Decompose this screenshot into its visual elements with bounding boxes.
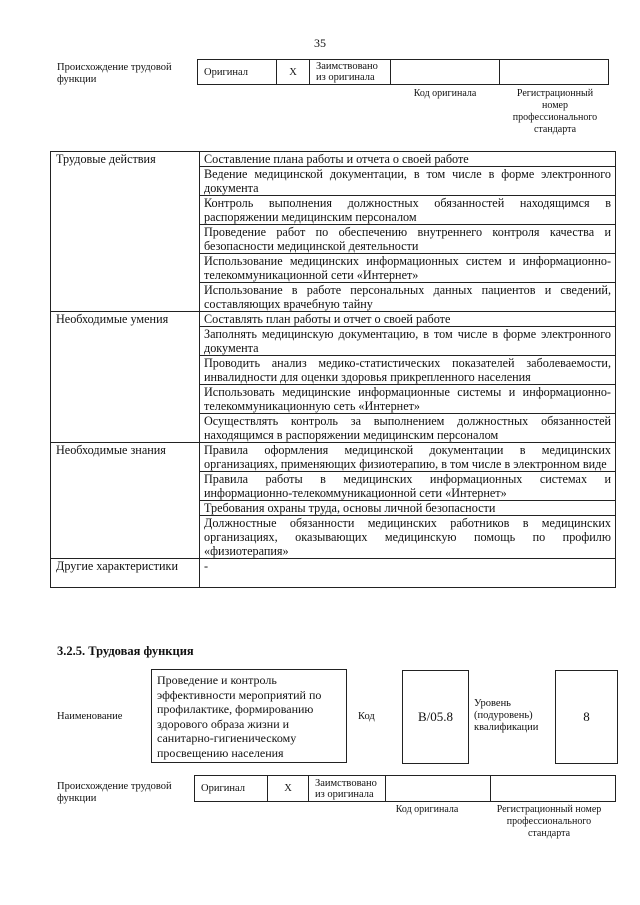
origin-table xyxy=(194,775,616,802)
origin-label: Происхождение трудовой функции xyxy=(57,781,172,804)
borrowed-label: Заимствовано из оригинала xyxy=(310,60,391,85)
original-label: Оригинал xyxy=(195,776,268,802)
table-item: Должностные обязанности медицинских работников в медицинских организациях, оказывающих медицинскую помощь по профилю «физиотерапия» xyxy=(200,516,616,559)
name-label: Наименование xyxy=(57,711,123,722)
function-name-box: Проведение и контроль эффективности мероприятий по профилактике, формированию здорового образа жизни и санитарно-гигиеническому просвещению населения xyxy=(151,669,347,763)
section-title: Необходимые умения xyxy=(51,312,200,443)
reg-number-cell xyxy=(500,60,609,85)
table-item: Составлять план работы и отчет о своей работе xyxy=(200,312,616,327)
section-title: Другие характеристики xyxy=(51,559,200,588)
section-title: Трудовые действия xyxy=(51,152,200,312)
code-original-cell xyxy=(391,60,500,85)
section-title: Необходимые знания xyxy=(51,443,200,559)
table-item: Проведение работ по обеспечению внутреннего контроля качества и безопасности медицинской деятельности xyxy=(200,225,616,254)
original-mark: X xyxy=(277,60,310,85)
reg-number-caption: Регистрационный номер профессионального стандарта xyxy=(496,804,602,839)
table-item: Осуществлять контроль за выполнением должностных обязанностей находящимся в распоряжении медицинским персоналом xyxy=(200,414,616,443)
original-label: Оригинал xyxy=(198,60,277,85)
code-original-caption: Код оригинала xyxy=(395,804,459,815)
code-value-box: B/05.8 xyxy=(402,670,469,764)
labor-function-table xyxy=(50,151,616,588)
level-label: Уровень (подуровень) квалификации xyxy=(474,698,539,733)
reg-number-cell xyxy=(491,776,616,802)
origin-label: Происхождение трудовой функции xyxy=(57,62,172,85)
borrowed-label: Заимствовано из оригинала xyxy=(309,776,386,802)
page-number: 35 xyxy=(314,36,326,50)
section-heading: 3.2.5. Трудовая функция xyxy=(57,644,194,658)
table-item: - xyxy=(200,559,616,588)
reg-number-caption: Регистрационный номер профессионального стандарта xyxy=(512,88,598,135)
table-item: Заполнять медицинскую документацию, в том числе в форме электронного документа xyxy=(200,327,616,356)
code-original-caption: Код оригинала xyxy=(413,88,477,99)
code-label: Код xyxy=(358,711,375,722)
table-item: Правила работы в медицинских информационных системах и информационно-телекоммуникационной сети «Интернет» xyxy=(200,472,616,501)
table-item: Ведение медицинской документации, в том числе в форме электронного документа xyxy=(200,167,616,196)
table-item: Правила оформления медицинской документации в медицинских организациях, применяющих физиотерапию, в том числе в электронном виде xyxy=(200,443,616,472)
table-item: Использование в работе персональных данных пациентов и сведений, составляющих врачебную тайну xyxy=(200,283,616,312)
original-mark: X xyxy=(268,776,309,802)
table-item: Проводить анализ медико-статистических показателей заболеваемости, инвалидности для оценки здоровья прикрепленного населения xyxy=(200,356,616,385)
table-item: Контроль выполнения должностных обязанностей находящимся в распоряжении медицинским персоналом xyxy=(200,196,616,225)
level-value-box: 8 xyxy=(555,670,618,764)
table-item: Требования охраны труда, основы личной безопасности xyxy=(200,501,616,516)
code-original-cell xyxy=(386,776,491,802)
origin-table xyxy=(197,59,609,85)
table-item: Составление плана работы и отчета о своей работе xyxy=(200,152,616,167)
table-item: Использование медицинских информационных систем и информационно-телекоммуникационной сети «Интернет» xyxy=(200,254,616,283)
table-item: Использовать медицинские информационные системы и информационно-телекоммуникационную сеть «Интернет» xyxy=(200,385,616,414)
